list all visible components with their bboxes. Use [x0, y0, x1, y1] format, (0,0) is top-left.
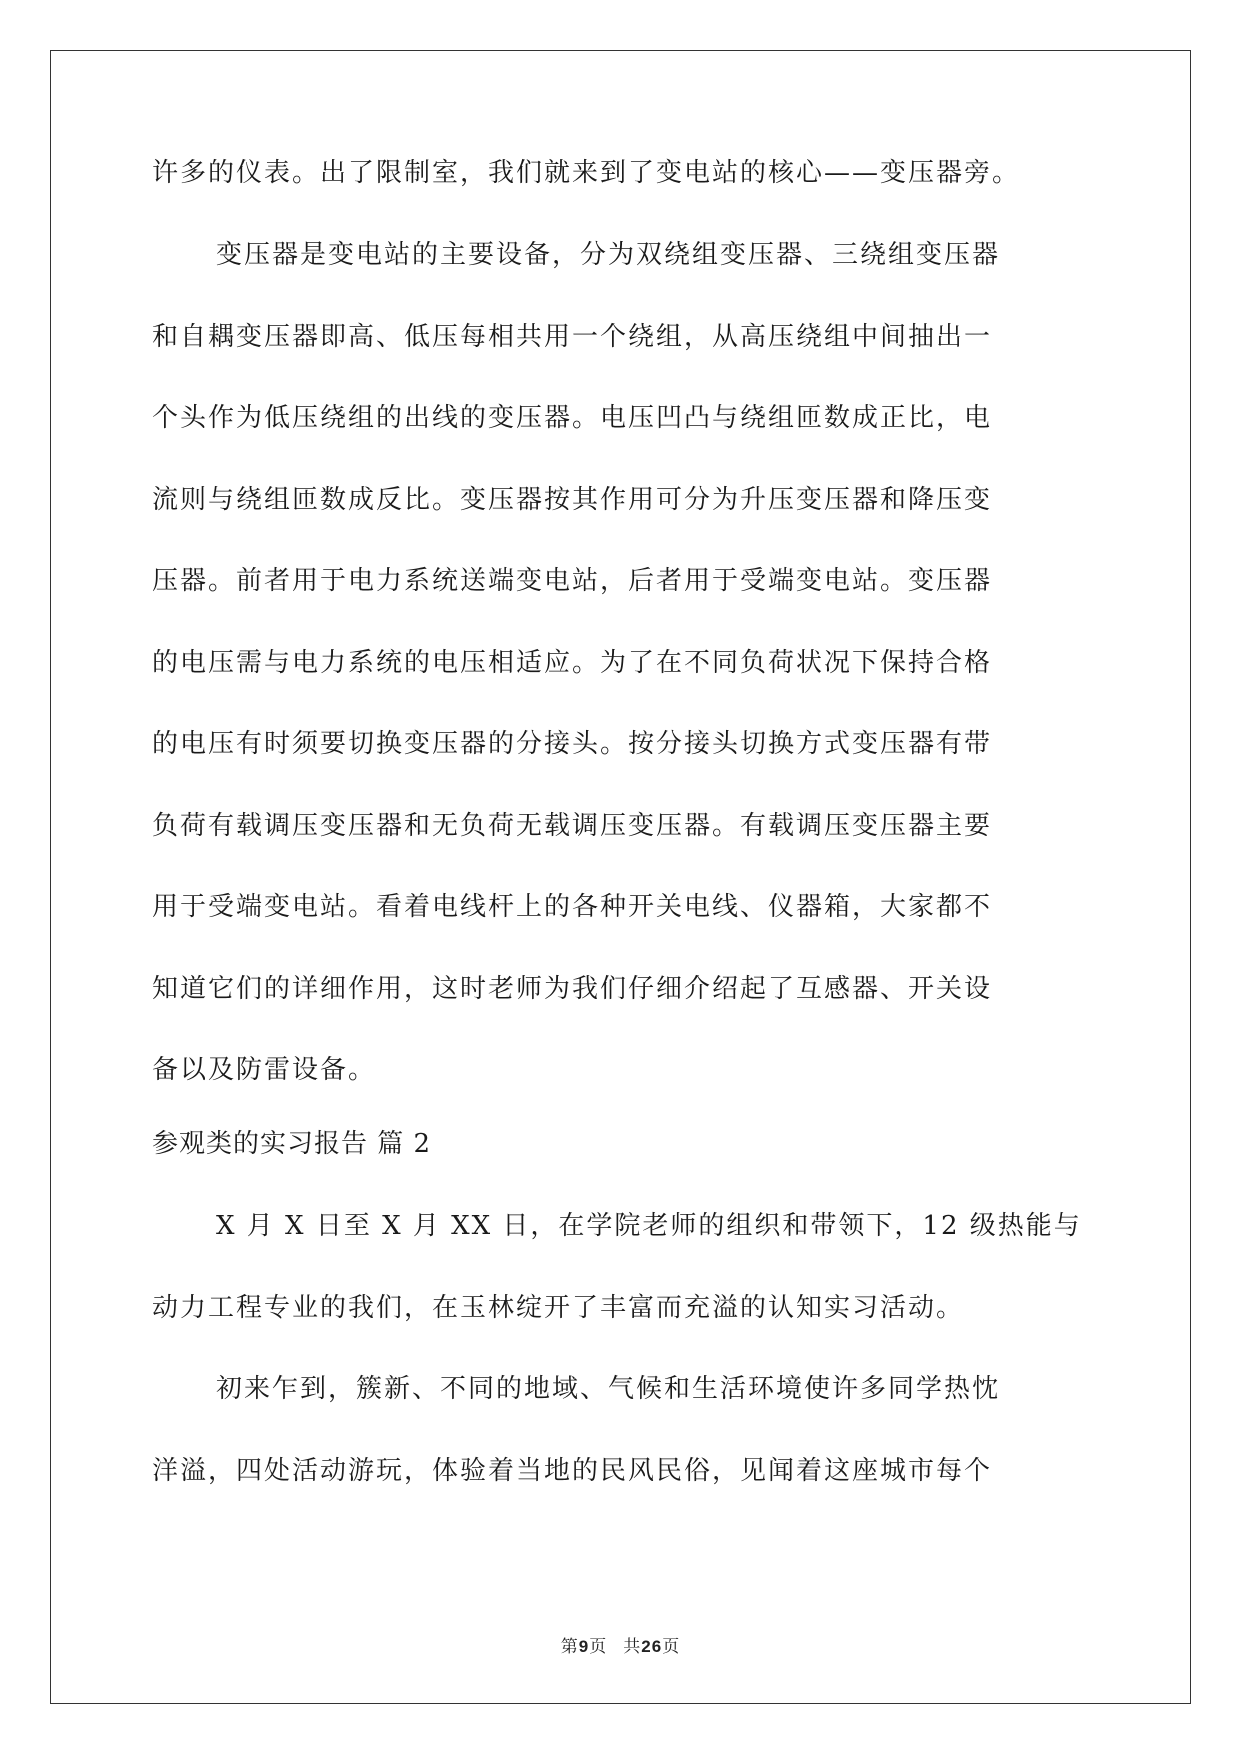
text-line: 备以及防雷设备。 [152, 1055, 377, 1085]
text-line: 洋溢，四处活动游玩，体验着当地的民风民俗，见闻着这座城市每个 [152, 1455, 993, 1486]
page-footer [0, 1632, 1241, 1657]
total-suffix: 页 [662, 1637, 681, 1657]
text-line: 用于受端变电站。看着电线杆上的各种开关电线、仪器箱，大家都不 [152, 892, 993, 922]
text-line: 知道它们的详细作用，这时老师为我们仔细介绍起了互感器、开关设 [152, 973, 993, 1004]
text-line: X 月 X 日至 X 月 XX 日，在学院老师的组织和带领下，12 级热能与 [216, 1211, 1082, 1241]
text-line: 和自耦变压器即高、低压每相共用一个绕组，从高压绕组中间抽出一 [152, 321, 993, 352]
section-heading: 参观类的实习报告 篇 2 [152, 1129, 432, 1159]
text-line: 的电压需与电力系统的电压相适应。为了在不同负荷状况下保持合格 [152, 647, 993, 678]
total-pages: 26 [641, 1637, 663, 1656]
text-line: 动力工程专业的我们，在玉林绽开了丰富而充溢的认知实习活动。 [152, 1292, 965, 1323]
continuation-line: 许多的仪表。出了限制室，我们就来到了变电站的核心——变压器旁。 [152, 158, 1021, 188]
text-line: 变压器是变电站的主要设备，分为双绕组变压器、三绕组变压器 [216, 240, 1001, 270]
text-line: 的电压有时须要切换变压器的分接头。按分接头切换方式变压器有带 [152, 729, 993, 759]
text-line: 压器。前者用于电力系统送端变电站，后者用于受端变电站。变压器 [152, 566, 993, 596]
text-line: 个头作为低压绕组的出线的变压器。电压凹凸与绕组匝数成正比，电 [152, 403, 993, 433]
paragraph-arrival [152, 1369, 1092, 1491]
page-number: 9 [578, 1637, 590, 1656]
text-line: 初来乍到，簇新、不同的地域、气候和生活环境使许多同学热忱 [216, 1374, 1001, 1404]
document-body [152, 153, 1092, 1491]
page-suffix: 页 [589, 1637, 608, 1657]
page-prefix: 第 [560, 1637, 579, 1657]
paragraph-transformer [152, 235, 1092, 1090]
text-line: 负荷有载调压变压器和无负荷无载调压变压器。有载调压变压器主要 [152, 810, 993, 841]
total-prefix: 共 [623, 1637, 642, 1657]
text-line: 流则与绕组匝数成反比。变压器按其作用可分为升压变压器和降压变 [152, 484, 993, 515]
paragraph-internship-intro [152, 1206, 1092, 1328]
